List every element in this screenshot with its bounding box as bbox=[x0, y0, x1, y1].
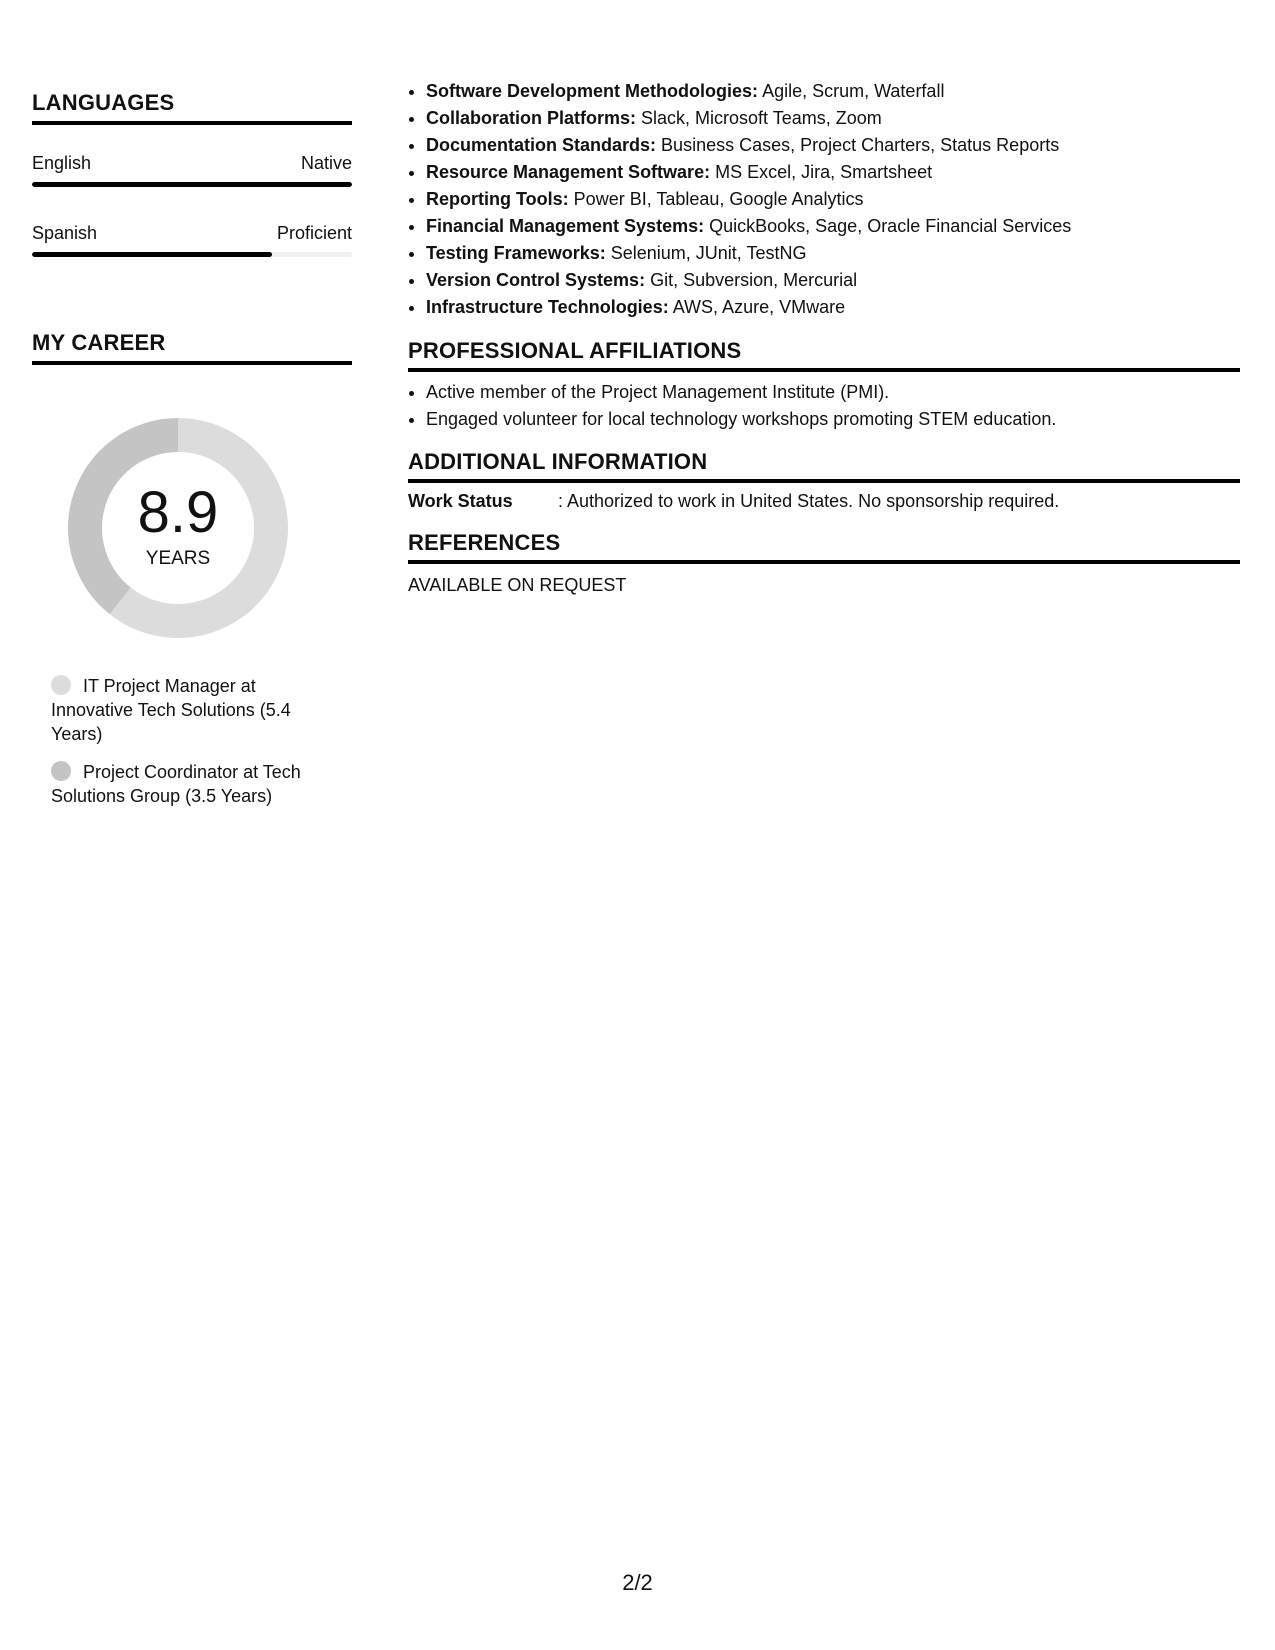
language-proficiency-bar bbox=[32, 252, 352, 257]
career-total bbox=[66, 416, 290, 640]
skill-item bbox=[426, 186, 1258, 213]
language-english bbox=[32, 150, 352, 187]
page-number: 2/2 bbox=[622, 1570, 653, 1595]
skill-value: QuickBooks, Sage, Oracle Financial Services bbox=[709, 216, 1072, 236]
skill-item bbox=[426, 132, 1258, 159]
skill-label: Testing Frameworks: bbox=[426, 243, 606, 263]
skill-item bbox=[426, 105, 1258, 132]
references-text: AVAILABLE ON REQUEST bbox=[408, 575, 627, 595]
career-role-text: IT Project Manager at Innovative Tech Solutions (5.4 Years) bbox=[51, 676, 291, 744]
career-role-text: Project Coordinator at Tech Solutions Group (3.5 Years) bbox=[51, 762, 301, 806]
skill-value: Selenium, JUnit, TestNG bbox=[610, 243, 807, 263]
additional-info-title: ADDITIONAL INFORMATION bbox=[408, 449, 1240, 483]
career-total-unit: YEARS bbox=[145, 548, 211, 569]
affiliations-list bbox=[408, 379, 1258, 433]
skill-label: Collaboration Platforms: bbox=[426, 108, 637, 128]
languages-title: LANGUAGES bbox=[32, 90, 352, 125]
skill-value: MS Excel, Jira, Smartsheet bbox=[715, 162, 933, 182]
skill-item bbox=[426, 294, 1258, 321]
language-name: Spanish bbox=[32, 223, 98, 243]
career-role-item bbox=[51, 674, 321, 746]
language-level: Proficient bbox=[276, 223, 352, 243]
skill-item bbox=[426, 240, 1258, 267]
references-title: REFERENCES bbox=[408, 530, 1240, 564]
language-proficiency-fill bbox=[32, 252, 272, 257]
skill-value: Agile, Scrum, Waterfall bbox=[762, 81, 945, 101]
skill-label: Software Development Methodologies: bbox=[426, 81, 759, 101]
career-donut-chart bbox=[66, 416, 290, 640]
affiliations-title: PROFESSIONAL AFFILIATIONS bbox=[408, 338, 1240, 372]
skill-value: Business Cases, Project Charters, Status Reports bbox=[661, 135, 1060, 155]
language-name: English bbox=[32, 153, 92, 173]
skill-label: Financial Management Systems: bbox=[426, 216, 705, 236]
language-spanish bbox=[32, 220, 352, 257]
affiliation-item: • Active member of the Project Management Institute (PMI). bbox=[426, 379, 1258, 406]
skill-value: Git, Subversion, Mercurial bbox=[650, 270, 858, 290]
skill-item bbox=[426, 159, 1258, 186]
skills-list bbox=[408, 78, 1258, 321]
skill-label: Infrastructure Technologies: bbox=[426, 297, 669, 317]
skill-item bbox=[426, 78, 1258, 105]
work-status-value: : Authorized to work in United States. No sponsorship required. bbox=[558, 491, 1060, 511]
skill-item bbox=[426, 267, 1258, 294]
skill-item bbox=[426, 213, 1258, 240]
skill-value: AWS, Azure, VMware bbox=[672, 297, 846, 317]
affiliation-item: • Engaged volunteer for local technology workshops promoting STEM education. bbox=[426, 406, 1258, 433]
language-level: Native bbox=[300, 153, 352, 173]
skill-value: Slack, Microsoft Teams, Zoom bbox=[641, 108, 882, 128]
skill-value: Power BI, Tableau, Google Analytics bbox=[573, 189, 864, 209]
work-status-row bbox=[408, 491, 1240, 512]
career-title: MY CAREER bbox=[32, 330, 352, 365]
language-proficiency-bar bbox=[32, 182, 352, 187]
legend-dot bbox=[51, 675, 71, 695]
skill-label: Version Control Systems: bbox=[426, 270, 646, 290]
work-status-label: Work Status bbox=[408, 491, 513, 511]
skill-label: Reporting Tools: bbox=[426, 189, 569, 209]
skill-label: Resource Management Software: bbox=[426, 162, 711, 182]
career-role-item bbox=[51, 760, 321, 808]
career-total-years: 8.9 bbox=[137, 480, 219, 545]
language-proficiency-fill bbox=[32, 182, 352, 187]
skill-label: Documentation Standards: bbox=[426, 135, 657, 155]
legend-dot bbox=[51, 761, 71, 781]
